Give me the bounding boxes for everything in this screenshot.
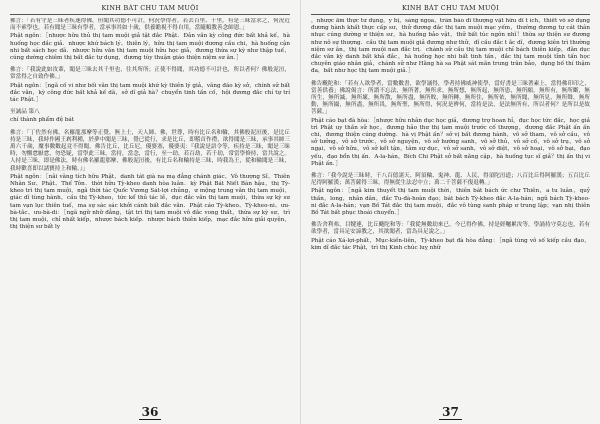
running-head: KINH BẢT CHU TAM MUỘI <box>101 4 199 12</box>
vietnamese-paragraph: Phật ngôn：［nhược hữu thủ thị tam muội giả tật đắc Phật．Đản văn kỳ công đức bất khả kế，hà huống học đắc giả．nhược khứ bách lý、thiên lý，hữu thị tam muội đương cầu chi，hà huống cận nhi bất sách học dã．nhược hữu văn thị tam muội hữu học giả，đương thừa sự kỳ như thập tuế，cúng dường chiêm thị bất đắc tự dụng，đương tùy thuận giáo thiện niệm sư ân．］ <box>10 33 290 62</box>
page-number <box>301 405 600 419</box>
vietnamese-paragraph: ，nhược ẩm thực tư dụng，y bị，sàng ngọa，trân bảo dĩ thượng vật hữu dĩ t ích，thiết vô sở dụng đương hành khất thực cấp sư，thử đương đắc thị tam muội mạc yếm，thường đương tự cát thân nhục cúng dường ư thiện sư，hà huống bảo vật，thử bất túc ngôn nhĩ！thừa sự thiện sư đương như nô sự thượng．cầu thị tam muội giả đương như thử，dĩ cầu đắc t ắc dĩ，đương kiên trì thường niệm sư ân，thị tam muội nan đắc trị．chánh sử cầu thị tam muội chỉ bách thiên kiếp，đãn dục đắc văn kỳ danh bất khả đắc，hà huống học nhi bất tinh tấn，đắc thị tam muội tỉnh tấn học chuyên giáo nhân giả，chánh sử như Hằng hà sa Phật sát mãn trung trân bảo，dụng bố thí thậm đa，bất như học thị tam muội giả．］ <box>311 18 590 75</box>
chinese-paragraph: 佛言：「我今說是三昧時，千八百億諸天、阿須輪、鬼神、龍、人民，得須陀洹道；八百比丘得阿羅漢；五百比丘尼得阿羅漢；萬菩薩得三昧，得無從生法忍中立；萬二千菩薩不復退轉。」 <box>311 173 590 187</box>
vietnamese-paragraph: Phật cáo bạt đà hòa：［nhược hữu nhân dục học giả，đương trợ hoan hỉ，đục học tức đắc，học giả trì Phật uy thần sử học，đương hảo thư thị tam muội trước cố thượng，đương đắc Phật ấn ấn chi，đương thiện cúng dường．hà vị Phật ấn？sở vị bất đương hành，vô sở tham，vô sở cầu，vô sở tưởng，vô sở trước，vô sở nguyện，vô sở hướng sanh，vô sở thủ，vô sở cố，vô sở trụ，vô sở ngại，vô sở hữu，vô sở kết tận，tâm sự dục，vô sở sanh，vô sở diệt，vô sở hoại，vô sở bại，đạo yếu，đạo bổn thị ấn．A-la-hán，Bích Chi Phật sở bất năng cập，hà huống tục sĩ giả？thị ấn thị vi Phật ấn．］ <box>311 117 590 167</box>
vietnamese-paragraph: Phật ngôn：［nãi vãng tích hữu Phật，danh tát già na mạ đẳng chánh giác，Vô thượng Sĩ、Thiên Nhân Sư、Phật、Thế Tôn．thời hữu Tỳ-kheo danh hòa luân．kỳ Phật Bát Niết Bàn hậu，thị Tỳ-kheo trì thị tam muội，ngã thời tác Quốc Vương Sát-lợi chủng，ư mộng trung văn thị tam muội，giác dĩ tùng hành，cầu thị Tỳ-kheo，tức kể thủ tác lễ，dục đắc văn thị tam muội，thừa sự kỳ sư tam vạn lục thiên tuế，ma sự sác sác khởi cánh bất đắc văn．Phật cáo Tỳ-kheo、Tỳ-kheo-ni、ưu-bà-tắc、ưu-bà-di：［ngã ngữ nhữ đẳng，tật trì thị tam muội vô đắc vong thất，thừa sự kỳ sư，trì thị tam muội，chỉ nhất kiếp，nhược bách kiếp．nhược bách thiên kiếp，mạc đắc hữu giải quyện，thị thiện sư bất ly <box>10 173 290 231</box>
page-body <box>10 18 290 398</box>
running-head: KINH BẢT CHU TAM MUỘI <box>401 4 500 12</box>
chinese-paragraph: 佛言：「我說此如汝輩，聞是三昧去其千里也，往其所所；正使不得聞，其功德不可計也，所以者何？佛般泥洹，常當得之自致作佛。」 <box>10 67 290 81</box>
chinese-paragraph: 佛告颰陀和：「若有人欲學者，當數數書，欲學誦得，學者持佛威神使學，當好書是三昧著素上，當得佛印印之，當善供養」佛說偈言：所謂不忘法，無所著，無所求，無所想，無所起，無所患，無所願，無所有，無所斷，無所生，無所滅，無所壞，無所散，無所盡，無所敗，無所轉，無所住，無所依，無所聞，無所見，無所聲，無所動，無所撮，無所盡，無所畏，無所聖，無所得，何況是辨何，當持是法，是法無所有，所以者何？是所以是故菩薩。」 <box>311 80 590 116</box>
page-number-text: 36 <box>139 405 162 420</box>
header-rule <box>311 14 590 15</box>
header-rule <box>10 14 290 15</box>
vietnamese-paragraph: Phật ngôn：［ngã kim thuyết thị tam muội thời，thiên bát bách ức chư Thiên，a tu luân，quỷ thần，long，nhân dân，đắc Tu-đà-hoàn đạo；bát bách Tỳ-kheo đắc A-la-hán；ngũ bách Tỳ-kheo-ni đắc A-la-hán；vạn Bồ Tát đắc thị tam muội，đắc vô tùng sanh pháp ư trung lập；vạn nhị thiên Bồ Tát bất phục thoái chuyển．］ <box>311 188 590 217</box>
page-number-text: 37 <box>439 405 462 420</box>
right-page <box>300 0 600 424</box>
page-body <box>311 18 590 398</box>
page-number <box>0 405 300 419</box>
chinese-paragraph: 佛言：「丁佐然有佛，名羅龍那摩等正覺，無上士，天人師、佛，世尊，時有比丘名和輪，其佛般泥洹後，是比丘持是三昧，我時作國王剎利種，於夢中聞是三昧，覺已從行，求是比丘，即稽首作禮，欲得聞是三昧，承事其師三萬六千歲，魔事數數起竟不得聞。佛告比丘，比丘尼，優婆塞，優婆夷：『我說是語令等，疾持是三昧，聞是三昧時，勿懈怠厭怠，勿恐疑，當學此三昧，當持，當念，當行，至一劫，若百劫，若千劫，常當學修持，當共說之。人持是三昧，即是佛法，時有佛名羅龍那摩，佛般泥洹後，有比丘名和輪持是三昧，時我為王，從和輪聞是三昧，我時歡喜即以諸寶持上和輪。』」 <box>10 129 290 172</box>
chapter-title-chinese: 至誠品 第八 <box>10 109 40 116</box>
chinese-paragraph: 佛告舍利弗，目犍連，比丘颰陀和等：「我從無數劫來已，今已得作佛，持是經囑累汝等，學誦持守莫忘也，若有欲學者，當具足安諦教之，其欲聞者，當為具足說之。」 <box>311 222 590 236</box>
vietnamese-paragraph: Phật ngôn：［ngã cố vi như bối vãn thị tam muội khứ kỳ thiên lý giả，vãng đáo kỳ sở，chính sử bất đắc văn，kỳ công đức bất khả kế dã，sở dĩ giả hà？chuyển tinh tấn cố，hội đương đắc chí tự trí tác Phật．］ <box>10 82 290 104</box>
chapter-title-vietnamese: chí thành phẩm đệ bát <box>10 117 74 124</box>
vietnamese-paragraph: Phật cáo Xá-lợi-phất，Mục-kiền-liên，Tỳ-kheo bạt đà hòa đẳng：［ngã tùng vô số kiếp cầu đạo，kim dĩ đắc tác Phật，trì thị Kinh chúc luỵ nhữ <box>311 237 590 251</box>
chinese-paragraph: 佛言：「若有守是三昧者疾速得佛，但聞其功德不可計，何況學得者。若去百里、千里，有是三昧當求之，何況近而不索學也。若有聞是三昧有學者，當承事其如十歲，供養瞻視不得自用，當隨順教善念師恩。」 <box>10 18 290 32</box>
